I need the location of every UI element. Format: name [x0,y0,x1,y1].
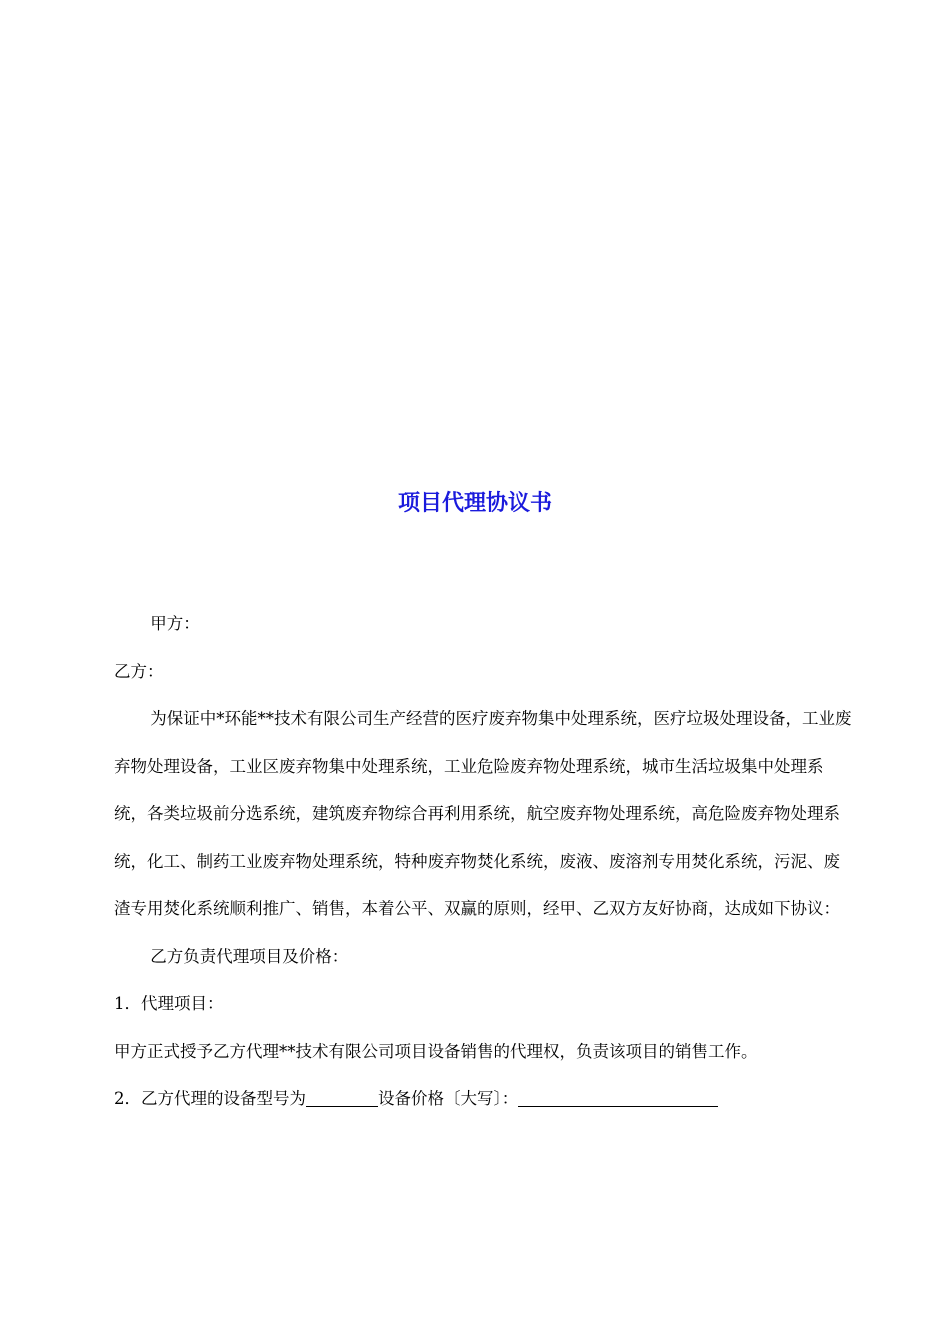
price-blank [518,1088,718,1107]
item2-prefix: 2．乙方代理的设备型号为 [114,1089,306,1108]
document-body [114,600,854,1123]
model-number-blank [306,1088,378,1107]
item1-body: 甲方正式授予乙方代理**技术有限公司项目设备销售的代理权，负责该项目的销售工作。 [114,1041,758,1061]
item1-heading: 1．代理项目： [114,994,224,1013]
preamble-paragraph: 为保证中*环能**技术有限公司生产经营的医疗废弃物集中处理系统，医疗垃圾处理设备，工业废弃物处理设备，工业区废弃物集中处理系统，工业危险废弃物处理系统，城市生活垃圾集中处理系统，各类垃圾前分选系统，建筑废弃物综合再利用系统，航空废弃物处理系统，高危险废弃物处理系统，化工、制药工业废弃物处理系统，特种废弃物焚化系统，废液、废溶剂专用焚化系统，污泥、废渣专用焚化系统顺利推广、销售，本着公平、双赢的原则，经甲、乙双方友好协商，达成如下协议： [114,709,852,918]
scope-heading: 乙方负责代理项目及价格： [150,946,349,966]
item2-middle: 设备价格〔大写〕： [378,1089,519,1108]
item2-line [114,1075,854,1123]
page-title: 项目代理协议书 [397,491,552,516]
party-a-line: 甲方： [150,614,200,633]
party-b-line: 乙方： [114,661,164,681]
